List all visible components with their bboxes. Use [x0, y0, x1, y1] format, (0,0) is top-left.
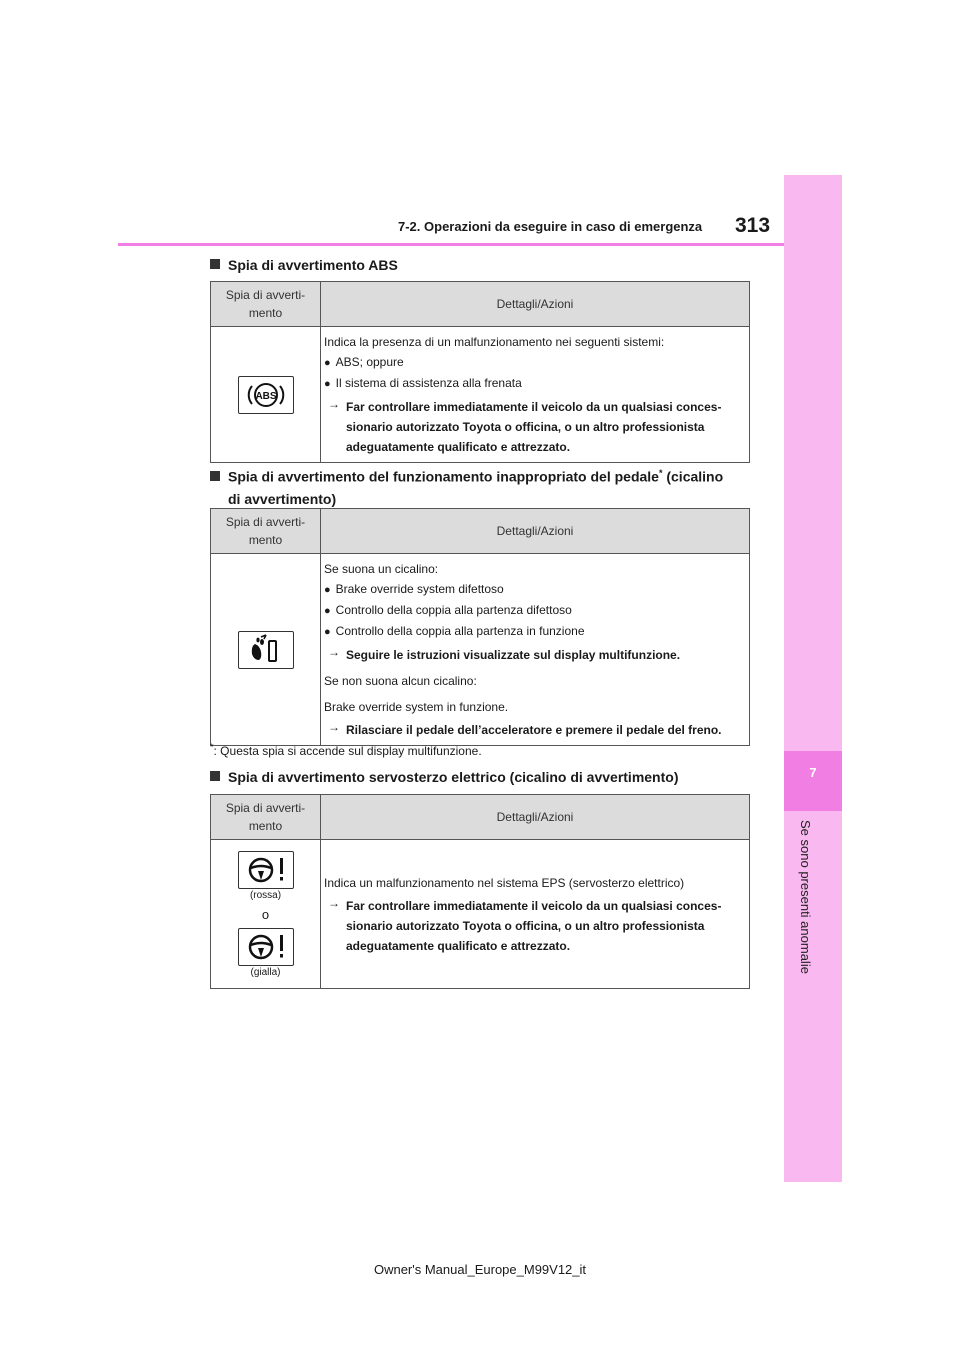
pedal-details: Se suona un cicalino: ● Brake override system difettoso ● Controllo della coppia alla partenza difettoso ● Controllo della coppia alla partenza in funzione → Seguire le istruzioni visualizzate sul display multifunzione. Se non suona alcun cicalino: Brake override system in funzione. → Rilasciare il pedale dell’acceleratore e premere il pedale del freno.	[321, 554, 750, 746]
list-item: ● Il sistema di assistenza alla frenata	[324, 373, 744, 394]
action-row: → Far controllare immediatamente il veicolo da un qualsiasi conces-sionario autorizzato Toyota o officina, o un altro professionista adeguatamente qualificato e attrezzato.	[324, 896, 744, 956]
header-cell-details: Dettagli/Azioni	[321, 282, 750, 327]
abs-section-heading: Spia di avvertimento ABS	[210, 254, 398, 276]
arrow-right-icon: →	[328, 397, 340, 411]
square-bullet-icon	[210, 259, 220, 269]
table-row	[211, 327, 750, 463]
header-divider	[118, 243, 784, 246]
abs-details: Indica la presenza di un malfunzionamento nei seguenti sistemi: ● ABS; oppure ● Il sistema di assistenza alla frenata → Far controllare immediatamente il veicolo da un qualsiasi conces-sionario autorizzato Toyota o officina, o un altro professionista adeguatamente qualificato e attrezzato.	[321, 327, 750, 463]
header-cell-light: Spia di avverti- mento	[211, 509, 321, 554]
footnote: *: Questa spia si accende sul display multifunzione.	[210, 742, 482, 758]
table-header-row	[211, 282, 750, 327]
section-header: 7-2. Operazioni da eseguire in caso di emergenza	[398, 219, 703, 234]
caption-yellow: (gialla)	[250, 966, 281, 978]
action-row: → Seguire le istruzioni visualizzate sul display multifunzione.	[324, 645, 744, 665]
list-item: ● Controllo della coppia alla partenza in funzione	[324, 621, 744, 642]
table-header-row	[211, 795, 750, 840]
arrow-right-icon: →	[328, 720, 340, 734]
arrow-right-icon: →	[328, 895, 340, 910]
svg-text:ABS: ABS	[254, 390, 277, 402]
caption-red: (rossa)	[249, 889, 282, 901]
abs-warning-icon	[238, 376, 294, 414]
header-cell-light: Spia di avverti- mento	[211, 795, 321, 840]
header-cell-details: Dettagli/Azioni	[321, 509, 750, 554]
pedal-table	[210, 508, 750, 746]
header-cell-light: Spia di avverti- mento	[211, 282, 321, 327]
action-row: → Far controllare immediatamente il veicolo da un qualsiasi conces-sionario autorizzato Toyota o officina, o un altro professionista adeguatamente qualificato e attrezzato.	[324, 397, 744, 457]
table-header-row	[211, 509, 750, 554]
eps-section-heading: Spia di avvertimento servosterzo elettrico (cicalino di avvertimento)	[210, 766, 678, 788]
header-cell-details: Dettagli/Azioni	[321, 795, 750, 840]
table-row	[211, 840, 750, 989]
page-number: 313	[735, 214, 771, 237]
list-item: ● ABS; oppure	[324, 352, 744, 373]
arrow-right-icon: →	[328, 645, 340, 659]
page-footer: Owner's Manual_Europe_M99V12_it	[373, 1262, 587, 1277]
abs-table	[210, 281, 750, 463]
square-bullet-icon	[210, 771, 220, 781]
pedal-misoperation-icon	[238, 631, 294, 669]
pedal-section-heading: Spia di avvertimento del funzionamento inappropriato del pedale* (cicalino di avvertimento)	[210, 462, 723, 510]
list-item: ● Controllo della coppia alla partenza difettoso	[324, 600, 744, 621]
list-item: ● Brake override system difettoso	[324, 579, 744, 600]
table-row	[211, 554, 750, 746]
chapter-title: Se sono presenti anomalie	[798, 820, 813, 974]
chapter-side-tab	[784, 175, 842, 1182]
steering-warning-icon-red	[238, 851, 294, 889]
steering-warning-icon-yellow	[238, 928, 294, 966]
or-label: o	[261, 906, 270, 922]
chapter-number: 7	[784, 751, 842, 811]
eps-details: Indica un malfunzionamento nel sistema EPS (servosterzo elettrico) → Far controllare immediatamente il veicolo da un qualsiasi conces-sionario autorizzato Toyota o officina, o un altro professionista adeguatamente qualificato e attrezzato.	[321, 840, 750, 989]
eps-table	[210, 794, 750, 989]
square-bullet-icon	[210, 471, 220, 481]
action-row: → Rilasciare il pedale dell’acceleratore e premere il pedale del freno.	[324, 720, 744, 740]
